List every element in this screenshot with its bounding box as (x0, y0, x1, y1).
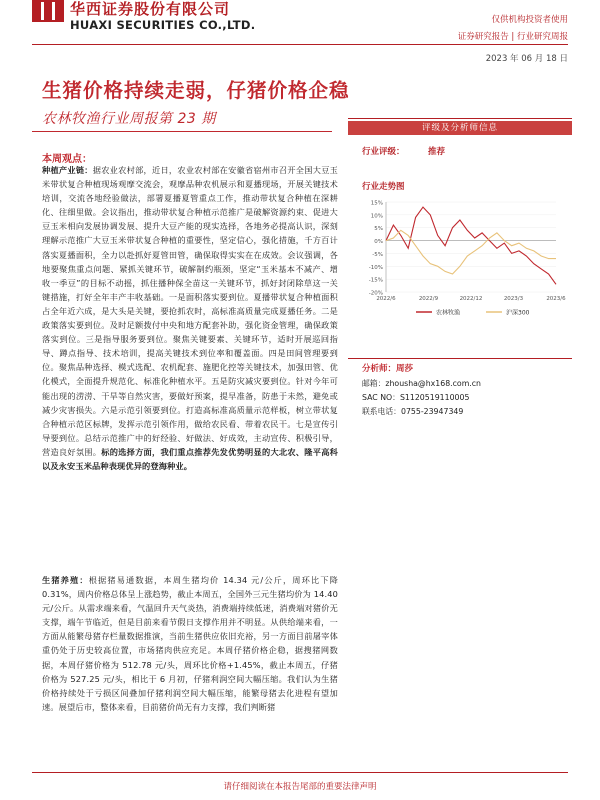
header-divider (32, 44, 568, 45)
y-tick-label: 0% (374, 239, 383, 246)
analyst-sac: SAC NO：S1120519110005 (362, 393, 470, 402)
company-name-en: HUAXI SECURITIES CO.,LTD. (70, 18, 256, 32)
subtitle-divider (32, 131, 332, 132)
report-title: 生猪价格持续走弱，仔猪价格企稳 (42, 79, 350, 102)
paragraph-planting (42, 163, 338, 473)
audience-tag: 仅供机构投资者使用 (491, 15, 568, 25)
footer-divider (32, 772, 568, 773)
x-tick-label: 2022/12 (459, 296, 483, 302)
rating-label: 行业评级： (362, 147, 405, 157)
y-tick-label: -15% (368, 277, 383, 284)
rating-value: 推荐 (428, 147, 446, 157)
company-logo-icon (32, 0, 64, 22)
analyst-email: 邮箱：zhousha@hx168.com.cn (362, 379, 481, 388)
paragraph-highlight: 标的选择方面，我们重点推荐先发优势明显的大北农、隆平高科以及永安玉米品种表现优异的登海种业。 (42, 446, 338, 471)
report-subtitle: 农林牧渔行业周报第 23 期 (42, 111, 216, 127)
trend-chart (360, 196, 572, 346)
analyst-name: 分析师：周莎 (362, 364, 414, 374)
legal-notice: 请仔细阅读在本报告尾部的重要法律声明 (223, 782, 377, 792)
trend-chart-title: 行业走势图 (362, 182, 405, 192)
legend-label: 农林牧渔 (436, 309, 461, 317)
x-tick-label: 2023/6 (546, 296, 566, 302)
y-tick-label: -5% (372, 251, 383, 258)
y-tick-label: 5% (374, 226, 383, 233)
paragraph-label: 种植产业链： (42, 165, 93, 175)
analyst-divider (348, 358, 572, 359)
y-tick-label: -10% (368, 264, 383, 271)
company-name-cn: 华西证券股份有限公司 (70, 0, 231, 18)
report-type-tag: 证券研究报告 | 行业研究周报 (457, 32, 568, 42)
x-tick-label: 2022/6 (376, 296, 396, 302)
paragraph-body: 根据猪易通数据，本周生猪均价 14.34 元/公斤，周环比下降 0.31%，周内价格总体呈上涨趋势，截止本周五，全国外三元生猪均价为 14.40 元/公斤。从需求端来看，气温回升天气炎热，消费端持续低迷，消费端对猪价无支撑，端午节临近，但是目前来看节假日支撑作用并不明显。从供给端来看，一方面从能繁母猪存栏量数据推演，当前生猪供应依旧充裕，另一方面目前屠宰体重仍处于历史较高位置，市场猪肉供应充足。本周仔猪价格企稳，据搜猪网数据，本周仔猪价格为 512.78 元/头，周环比价格+1.45%，截止本周五，仔猪价格为 527.25 元/头，相比于 6 月初，仔猪利润空间大幅压缩。我们认为生猪价格持续处于亏损区间叠加仔猪利润空间大幅压缩，能繁母猪去化进程有望加速。展望后市，整体来看，目前猪价尚无有力支撑，我们判断猪 (42, 575, 338, 712)
paragraph-label: 生猪养殖： (42, 575, 89, 585)
series-line (386, 207, 556, 284)
panel-heading: 评级及分析师信息 (348, 121, 572, 135)
legend-label: 沪深300 (506, 309, 530, 317)
report-date: 2023 年 06 月 18 日 (485, 54, 568, 64)
paragraph-body: 据农业农村部，近日，农业农村部在安徽省宿州市召开全国大豆玉米带状复合种植现场观摩交流会，观摩品种农机展示和夏播现场，开展关键技术培训，交流各地经验做法，部署夏播夏管重点工作，推动带状复合种植在深耕化、往细里做。会议指出，推动带状复合种植示范推广是破解资源约束、促进大豆玉米相向发展协调发展、提升大豆产能的现实选择，各地务必提高认识，深刻理解示范推广大豆玉米带状复合种植的重要性，坚定信心，强化措施，千方百计落实夏播面积，全力以赴抓好夏管田管，确保取得实实在在成效。会议强调，各地要聚焦重点问题、紧抓关键环节，破解制约瓶颈，坚定“玉米基本不减产、增收一季豆”的目标不动摇，抓住播种保全苗这一关键环节，抓好封闭除草这一关键措施，打好全年丰产丰收基础。一是面积落实要到位。夏播带状复合种植面积占全年近六成，是大头是关键，要抢抓农时，高标准高质量完成夏播任务。二是政策落实要到位。及时足额拨付中央和地方配套补助，强化资金管理，确保政策落实到位。三是指导服务要到位。聚焦关键要素、关键环节，适时开展巡回指导、蹲点指导、技术培训，提高关键技术到位率和覆盖面。四是田间管理要到位。聚焦品种选择、模式选配、农机配套、施肥化控等关键技术，加强田管、优化模式，全面提升规范化、标准化种植水平。五是防灾减灾要到位。针对今年可能出现的涝涝、干旱等自然灾害，要做好预案，提早准备，防患于未然，避免或减少灾害损失。六是示范引领要到位。打造高标准高质量示范样板，树立带状复合种植示范区标牌，发挥示范引领作用，做给农民看、带着农民干。七是宣传引导要到位。总结示范推广中的好经验、好做法、好成效，主动宣传、积极引导，营造良好氛围。 (42, 165, 338, 457)
y-tick-label: -20% (368, 290, 383, 297)
y-tick-label: 15% (370, 200, 383, 207)
x-tick-label: 2023/3 (503, 296, 524, 302)
x-tick-label: 2022/9 (418, 296, 439, 302)
analyst-phone: 联系电话：0755-23947349 (362, 407, 464, 416)
paragraph-hog (42, 573, 338, 714)
section-heading: 本周观点： (42, 154, 92, 165)
y-tick-label: 10% (370, 213, 383, 220)
